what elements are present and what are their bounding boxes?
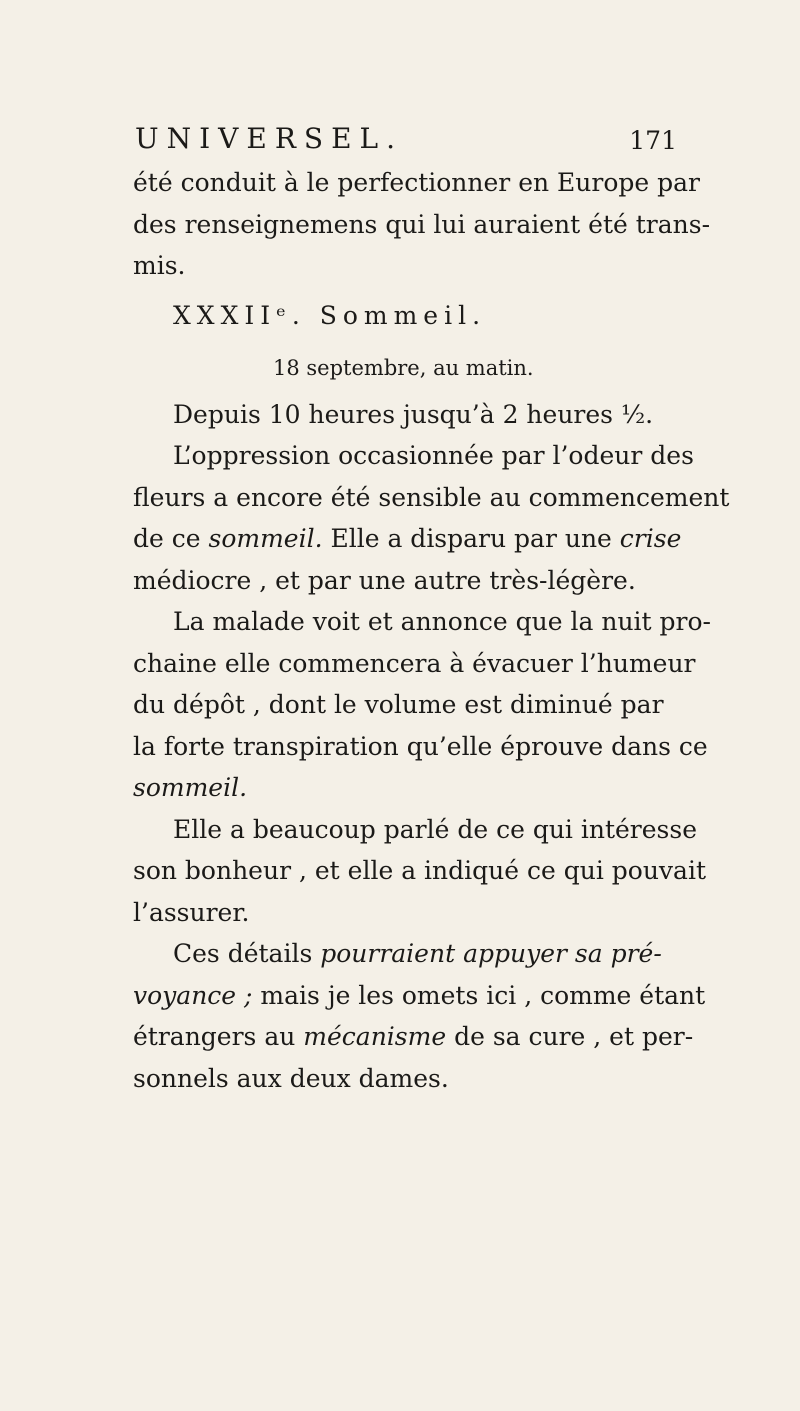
- text-line: [133, 767, 673, 809]
- running-title: UNIVERSEL.: [135, 122, 404, 155]
- line-text: du dépôt , dont le volume est diminué par: [133, 690, 664, 719]
- text-line: [133, 245, 673, 287]
- text-line: [133, 1016, 694, 1058]
- line-text: sonnels aux deux dames.: [133, 1063, 449, 1093]
- italic-word: voyance ;: [133, 980, 253, 1010]
- text-line: [133, 1058, 673, 1100]
- text-line: [133, 809, 698, 851]
- text-line: [133, 684, 673, 726]
- line-text: mais je les omets ici , comme étant: [252, 980, 706, 1010]
- line-text: Ces détails: [173, 939, 321, 968]
- text-line: [133, 850, 706, 892]
- text-line: [133, 601, 712, 643]
- line-text: l’assurer.: [133, 897, 250, 927]
- italic-word: mécanisme: [303, 1022, 447, 1051]
- italic-word: crise: [619, 524, 682, 553]
- line-text: de ce: [133, 524, 209, 553]
- text-line: [133, 162, 701, 204]
- line-text: médiocre , et par une autre très-légère.: [133, 565, 636, 595]
- section-heading: XXXIIᵉ. Sommeil.: [173, 300, 487, 330]
- text-line: [133, 643, 696, 685]
- text-line: [133, 477, 730, 519]
- line-text: la forte transpiration qu’elle éprouve dans ce: [133, 731, 708, 761]
- line-text: son bonheur , et elle a indiqué ce qui pouvait: [133, 856, 706, 885]
- date-line: 18 septembre, au matin.: [273, 355, 534, 380]
- text-line: [133, 726, 708, 768]
- line-text: La malade voit et annonce que la nuit pro-: [173, 607, 712, 636]
- line-text: été conduit à le perfectionner en Europe par: [133, 168, 701, 197]
- line-text: Elle a beaucoup parlé de ce qui intéresse: [173, 814, 698, 844]
- line-text: L’oppression occasionnée par l’odeur des: [173, 441, 694, 470]
- italic-word: sommeil.: [208, 524, 323, 553]
- text-line: [133, 933, 673, 975]
- text-line: [133, 394, 673, 436]
- text-line: [133, 518, 682, 560]
- line-text: de sa cure , et per-: [446, 1022, 694, 1051]
- line-text: Elle a disparu par une: [322, 524, 620, 553]
- text-line: [133, 975, 706, 1017]
- line-text: chaine elle commencera à évacuer l’humeur: [133, 648, 696, 678]
- line-text: étrangers au: [133, 1022, 304, 1051]
- page-header: [133, 108, 677, 162]
- line-text: Depuis 10 heures jusqu’à 2 heures ½.: [173, 399, 654, 429]
- text-line: [133, 435, 694, 477]
- page-text: [133, 108, 730, 1099]
- line-text: mis.: [133, 251, 186, 280]
- text-line: [133, 204, 711, 246]
- line-text: fleurs a encore été sensible au commencement: [133, 482, 730, 512]
- page-number: 171: [629, 126, 677, 155]
- text-line: [133, 892, 673, 934]
- line-text: des renseignemens qui lui auraient été trans-: [133, 209, 711, 239]
- italic-phrase: pourraient appuyer sa pré-: [320, 939, 662, 968]
- text-line: [133, 560, 673, 602]
- italic-word: sommeil.: [133, 773, 248, 802]
